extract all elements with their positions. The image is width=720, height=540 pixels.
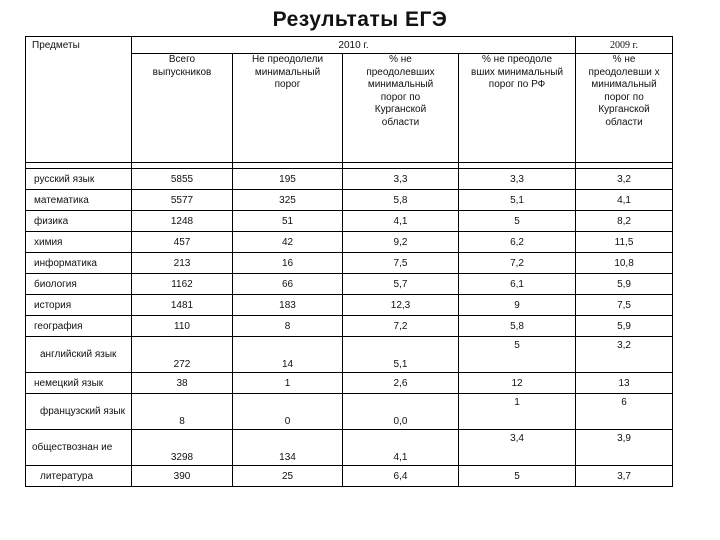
subject-cell: русский язык — [26, 169, 132, 190]
pct-region-cell: 3,3 — [343, 169, 459, 190]
pct-region-cell: 7,5 — [343, 253, 459, 274]
table-row — [26, 430, 673, 466]
total-cell: 390 — [132, 466, 233, 487]
total-cell: 457 — [132, 232, 233, 253]
table-row — [26, 373, 673, 394]
pct-rf-cell: 6,1 — [459, 274, 576, 295]
pct-region-cell: 4,1 — [343, 211, 459, 232]
table-row — [26, 274, 673, 295]
failed-cell: 8 — [233, 316, 343, 337]
subject-cell: английский язык — [26, 337, 132, 373]
pct-region-cell: 5,8 — [343, 190, 459, 211]
table-row — [26, 394, 673, 430]
pct-rf-cell: 5,1 — [459, 190, 576, 211]
total-cell: 38 — [132, 373, 233, 394]
subject-cell: немецкий язык — [26, 373, 132, 394]
table-row — [26, 295, 673, 316]
failed-cell: 51 — [233, 211, 343, 232]
total-cell: 1481 — [132, 295, 233, 316]
pct-2009-cell: 3,9 — [576, 430, 673, 466]
subject-cell: обществознан ие — [26, 430, 132, 466]
header-col-pct-2009: % не преодолевши х минимальный порог по Курганской области — [576, 54, 673, 163]
pct-rf-cell: 7,2 — [459, 253, 576, 274]
pct-rf-cell: 6,2 — [459, 232, 576, 253]
table-row — [26, 337, 673, 373]
subject-cell: информатика — [26, 253, 132, 274]
pct-region-cell: 6,4 — [343, 466, 459, 487]
total-cell: 3298 — [132, 430, 233, 466]
pct-2009-cell: 8,2 — [576, 211, 673, 232]
table-row — [26, 466, 673, 487]
header-col-total: Всего выпускников — [132, 54, 233, 163]
pct-2009-cell: 13 — [576, 373, 673, 394]
pct-region-cell: 4,1 — [343, 430, 459, 466]
header-col-failed: Не преодолели минимальный порог — [233, 54, 343, 163]
subject-cell: история — [26, 295, 132, 316]
header-subjects — [26, 37, 132, 163]
pct-2009-cell: 4,1 — [576, 190, 673, 211]
table-row — [26, 211, 673, 232]
subject-cell: французский язык — [26, 394, 132, 430]
pct-2009-cell: 3,2 — [576, 337, 673, 373]
failed-cell: 66 — [233, 274, 343, 295]
subject-cell: литература — [26, 466, 132, 487]
total-cell: 110 — [132, 316, 233, 337]
failed-cell: 16 — [233, 253, 343, 274]
pct-2009-cell: 11,5 — [576, 232, 673, 253]
total-cell: 5577 — [132, 190, 233, 211]
failed-cell: 195 — [233, 169, 343, 190]
failed-cell: 0 — [233, 394, 343, 430]
subject-cell: география — [26, 316, 132, 337]
pct-region-cell: 0,0 — [343, 394, 459, 430]
pct-2009-cell: 5,9 — [576, 274, 673, 295]
pct-region-cell: 2,6 — [343, 373, 459, 394]
table-row — [26, 169, 673, 190]
pct-2009-cell: 5,9 — [576, 316, 673, 337]
total-cell: 1248 — [132, 211, 233, 232]
pct-2009-cell: 7,5 — [576, 295, 673, 316]
header-year-2010: 2010 г. — [132, 37, 576, 54]
pct-2009-cell: 10,8 — [576, 253, 673, 274]
failed-cell: 1 — [233, 373, 343, 394]
pct-2009-cell: 3,7 — [576, 466, 673, 487]
results-table — [25, 36, 673, 487]
table-row — [26, 316, 673, 337]
pct-rf-cell: 9 — [459, 295, 576, 316]
pct-rf-cell: 5 — [459, 337, 576, 373]
subject-cell: химия — [26, 232, 132, 253]
pct-rf-cell: 3,3 — [459, 169, 576, 190]
header-subjects-label: Предметы — [32, 40, 80, 51]
total-cell: 8 — [132, 394, 233, 430]
failed-cell: 25 — [233, 466, 343, 487]
pct-rf-cell: 12 — [459, 373, 576, 394]
pct-region-cell: 7,2 — [343, 316, 459, 337]
total-cell: 5855 — [132, 169, 233, 190]
subject-cell: биология — [26, 274, 132, 295]
table-row — [26, 253, 673, 274]
total-cell: 213 — [132, 253, 233, 274]
header-col-pct-region: % не преодолевших минимальный порог по Курганской области — [343, 54, 459, 163]
failed-cell: 325 — [233, 190, 343, 211]
subject-cell: математика — [26, 190, 132, 211]
pct-2009-cell: 6 — [576, 394, 673, 430]
pct-rf-cell: 5 — [459, 211, 576, 232]
header-year-2009: 2009 г. — [576, 37, 673, 54]
page-title: Результаты ЕГЭ — [272, 8, 448, 31]
pct-region-cell: 5,1 — [343, 337, 459, 373]
failed-cell: 14 — [233, 337, 343, 373]
pct-rf-cell: 5 — [459, 466, 576, 487]
pct-region-cell: 12,3 — [343, 295, 459, 316]
failed-cell: 183 — [233, 295, 343, 316]
subject-cell: физика — [26, 211, 132, 232]
pct-region-cell: 5,7 — [343, 274, 459, 295]
pct-2009-cell: 3,2 — [576, 169, 673, 190]
table-row — [26, 232, 673, 253]
pct-region-cell: 9,2 — [343, 232, 459, 253]
total-cell: 1162 — [132, 274, 233, 295]
header-year-row — [26, 37, 673, 54]
header-col-pct-rf: % не преодоле вших минимальный порог по РФ — [459, 54, 576, 163]
failed-cell: 134 — [233, 430, 343, 466]
pct-rf-cell: 1 — [459, 394, 576, 430]
total-cell: 272 — [132, 337, 233, 373]
table-row — [26, 190, 673, 211]
pct-rf-cell: 3,4 — [459, 430, 576, 466]
pct-rf-cell: 5,8 — [459, 316, 576, 337]
failed-cell: 42 — [233, 232, 343, 253]
